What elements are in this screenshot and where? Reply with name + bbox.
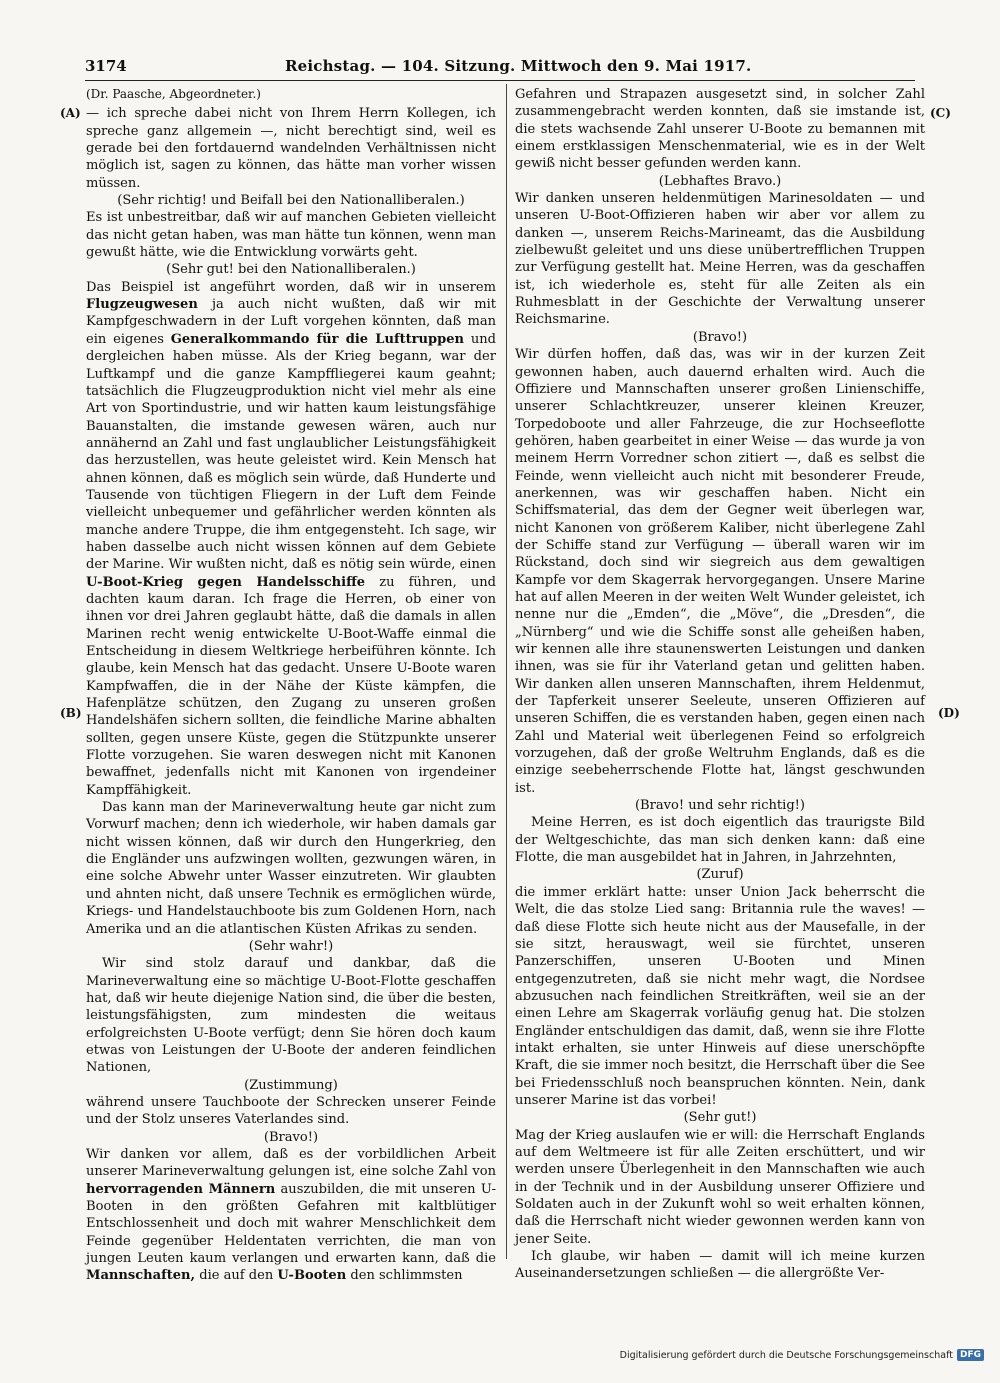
emphasis: U-Boot-Krieg gegen Handelsschiffe bbox=[86, 574, 366, 590]
emphasis: U-Booten bbox=[277, 1268, 347, 1284]
header-rule bbox=[85, 80, 915, 81]
margin-marker-c: (C) bbox=[930, 106, 951, 120]
paragraph: die immer erklärt hatte: unser Union Jack beherrscht die Welt, die das stolze Lied sang: Britannia rule the waves! — daß diese Flotte sich heute nicht aus der Mausefalle, in der sie sitzt, herauswagt, weil sie fürchtet, unseren Panzerschiffen, unseren U-Booten und Minen entgegenzutreten, daß sie nicht mehr wagt, die Nordsee abzusuchen nach feindlichen Streitkräften, weil sie an der einen Lehre am Skagerrak vorläufig genug hat. Die stolzen Engländer entschuldigen das damit, daß, wenn sie ihre Flotte intakt erhalten, sie unter Hinweis auf diese unerschöpfte Kraft, die sie immer noch besitzt, die Herrschaft über die See bei Friedensschluß noch beanspruchen könnten. Nein, dank unserer Marine ist das vorbei! bbox=[515, 884, 925, 1108]
paragraph: Ich glaube, wir haben — damit will ich meine kurzen Auseinandersetzungen schließen — die allergrößte Ver- bbox=[515, 1249, 925, 1282]
interjection: (Zustimmung) bbox=[244, 1077, 338, 1093]
paragraph: Gefahren und Strapazen ausgesetzt sind, in solcher Zahl zusammengebracht werden konnten, daß sie imstande ist, die stets wachsende Zahl unserer U-Boote zu bemannen mit einem erstklassigen Menschenmaterial, wie es in der Welt gewiß nicht besser gefunden werden kann. bbox=[515, 87, 925, 172]
paragraph: Das Beispiel ist angeführt worden, daß wir in unserem Flugzeugwesen ja auch nicht wußten, daß wir mit Kampfgeschwadern in der Luft vorgehen könnten, daß man ein eigenes Generalkommando für die Lufttruppen und dergleichen haben müsse. Als der Krieg begann, war der Luftkampf und die ganze Kampffliegerei kaum geahnt; tatsächlich die Flugzeugproduktion nicht viel mehr als eine Art von Sportindustrie, und wir hatten kaum leistungsfähige Bauanstalten, die imstande gewesen wären, auch nur annähernd an Zahl und fast unglaublicher Leistungsfähigkeit das herzustellen, was heute geleistet wird. Kein Mensch hat ahnen können, daß es möglich sein würde, daß Hunderte und Tausende von tüchtigen Fliegern in der Luft dem Feinde vielleicht unbequemer und gefährlicher werden könnten als manche andere Truppe, die ihm entgegensteht. Ich sage, wir haben dasselbe auch nicht wissen können auf dem Gebiete der Marine. Wir wußten nicht, daß es nötig sein würde, einen U-Boot-Krieg gegen Handelsschiffe zu führen, und dachten kaum daran. Ich frage die Herren, ob einer von ihnen vor drei Jahren geglaubt hätte, daß die damals in allen Marinen recht wenig entwickelte U-Boot-Waffe einmal die Entscheidung in diesem Weltkriege herbeiführen könnte. Ich glaube, kein Mensch hat das gedacht. Unsere U-Boote waren Kampfwaffen, die in der Nähe der Küste kämpfen, die Hafenplätze schützen, den Zugang zu unseren großen Handelshäfen sichern sollten, die feindliche Marine abhalten sollten, gegen unsere Küste, gegen die Stützpunkte unserer Flotte vorzugehen. Sie waren deswegen nicht mit Kanonen bewaffnet, jedenfalls nicht mit Kanonen von irgendeiner Kampffähigkeit. bbox=[86, 279, 496, 798]
paragraph: Mag der Krieg auslaufen wie er will: die Herrschaft Englands auf dem Weltmeere ist für alle Zeiten erschüttert, und wir werden unsere Überlegenheit in den Mannschaften wie auch in der Technik und in der Ausbildung unserer Offiziere und Soldaten auch in der Zukunft wohl so weit erhalten können, daß die Herrschaft nicht wieder gewonnen werden kann von jener Seite. bbox=[515, 1127, 925, 1247]
running-title: Reichstag. — 104. Sitzung. Mittwoch den 9. Mai 1917. bbox=[285, 57, 752, 75]
emphasis: hervorragenden Männern bbox=[86, 1181, 276, 1197]
paragraph: Es ist unbestreitbar, daß wir auf manchen Gebieten vielleicht das nicht getan haben, was man hätte tun können, wenn man gewußt hätte, wie die Entwicklung vorwärts geht. bbox=[86, 210, 496, 261]
paragraph: während unsere Tauchboote der Schrecken unserer Feinde und der Stolz unseres Vaterlandes sind. bbox=[86, 1094, 496, 1128]
interjection: (Bravo! und sehr richtig!) bbox=[634, 798, 806, 814]
paragraph: Wir danken vor allem, daß es der vorbildlichen Arbeit unserer Marineverwaltung gelungen ist, eine solche Zahl von hervorragenden Männern auszubilden, die mit unseren U-Booten in den größten Gefahren mit kaltblütiger Entschlossenheit und doch mit wahrer Menschlichkeit dem Feinde gegenüber Heldentaten verrichten, die man von jungen Leuten kaum verlangen und erwarten kann, daß die Mannschaften, die auf den U-Booten den schlimmsten bbox=[86, 1146, 496, 1284]
page-header bbox=[85, 55, 915, 79]
interjection: (Sehr wahr!) bbox=[248, 938, 334, 954]
margin-marker-b: (B) bbox=[60, 706, 82, 720]
interjection: (Sehr gut!) bbox=[683, 1110, 757, 1126]
right-column bbox=[515, 86, 925, 1283]
emphasis: Mannschaften, bbox=[86, 1268, 196, 1284]
interjection: (Sehr richtig! und Beifall bei den Nationalliberalen.) bbox=[117, 193, 465, 209]
paragraph: — ich spreche dabei nicht von Ihrem Herrn Kollegen, ich spreche ganz allgemein —, nicht berechtigt sind, weil es gerade bei den fortdauernd wandelnden Verhältnissen nicht möglich ist, sagen zu können, das hätte man vorher wissen müssen. bbox=[86, 106, 496, 191]
paragraph: Das kann man der Marineverwaltung heute gar nicht zum Vorwurf machen; denn ich wiederhole, wir haben damals gar nicht wissen können, daß wir durch den Hungerkrieg, den die Engländer uns aufzwingen wollten, gezwungen wären, in eine solche Abwehr unter Wasser einzutreten. Wir glaubten und ahnten nicht, daß unsere Technik es ermöglichen würde, Kriegs- und Handelstauchboote bis zum Goldenen Horn, nach Amerika und an die atlantischen Küsten Afrikas zu senden. bbox=[86, 800, 497, 937]
dfg-logo-icon: DFG bbox=[957, 1349, 984, 1361]
paragraph: Wir danken unseren heldenmütigen Marinesoldaten — und unseren U-Boot-Offizieren haben wir aber vor allem zu danken —, unserem Reichs-Marineamt, das die Ausbildung zielbewußt geleitet und uns diese unübertrefflichen Truppen zur Verfügung gestellt hat. Meine Herren, was da geschaffen ist, ich wiederhole es, steht für alle Zeiten als ein Ruhmesblatt in der Geschichte der Verwaltung unserer Reichsmarine. bbox=[515, 191, 925, 328]
paragraph: Wir sind stolz darauf und dankbar, daß die Marineverwaltung eine so mächtige U-Boot-Flotte geschaffen hat, daß wir heute diejenige Nation sind, die über die besten, leistungsfähigsten, zum mindesten die weitaus erfolgreichsten U-Boote verfügt; denn Sie hören doch kaum etwas von Leistungen der U-Boote der anderen feindlichen Nationen, bbox=[86, 956, 496, 1076]
margin-marker-a: (A) bbox=[60, 106, 81, 120]
interjection: (Lebhaftes Bravo.) bbox=[658, 173, 782, 189]
footer-text: Digitalisierung gefördert durch die Deutsche Forschungsgemeinschaft bbox=[619, 1349, 953, 1361]
digitization-footer bbox=[620, 1349, 984, 1361]
paragraph: Wir dürfen hoffen, daß das, was wir in der kurzen Zeit gewonnen haben, auch dauernd erhalten wird. Auch die Offiziere und Mannschaften unserer großen Linienschiffe, unserer Schlachtkreuzer, unserer kleinen Kreuzer, Torpedoboote und aller Fahrzeuge, die zur Hochseeflotte gehören, haben gearbeitet in einer Weise — das wurde ja von meinem Herrn Vorredner schon zitiert —, daß es selbst die Feinde, wenn vielleicht auch nicht mit besonderer Freude, anerkennen, was wir geschaffen haben. Nicht ein Schiffsmaterial, das dem der Gegner weit überlegen war, nicht Kanonen von größerem Kaliber, nicht überlegene Zahl der Schiffe stand zur Verfügung — überall waren wir im Rückstand, doch sind wir siegreich aus dem gewaltigen Kampfe vor dem Skagerrak hervorgegangen. Unsere Marine hat auf allen Meeren in der weiten Welt Wunder geleistet, ich nenne nur die „Emden“, die „Möve“, die „Dresden“, die „Nürnberg“ und wie die Schiffe sonst alle geheißen haben, wir kennen alle ihre staunenswerten Leistungen und danken ihnen, was sie für ihr Vaterland getan und gelitten haben. Wir danken allen unseren Mannschaften, ihrem Heldenmut, der Tapferkeit unserer Seeleute, unseren Offizieren auf unseren Schiffen, die es verstanden haben, gegen einen nach Zahl und Material weit überlegenen Feind so erfolgreich vorzugehen, daß der große Weltruhm Englands, daß es die einzige seebeherrschende Flotte hat, längst geschwunden ist. bbox=[515, 347, 925, 796]
emphasis: Flugzeugwesen bbox=[86, 297, 198, 313]
paragraph: Meine Herren, es ist doch eigentlich das traurigste Bild der Weltgeschichte, das man sich denken kann: daß eine Flotte, die man ausgebildet hat in Jahren, in Jahrzehnten, bbox=[515, 815, 925, 866]
interjection: (Bravo!) bbox=[692, 329, 748, 345]
emphasis: Generalkommando für die Lufttruppen bbox=[170, 331, 465, 347]
column-divider bbox=[506, 84, 507, 1259]
interjection: (Zuruf) bbox=[696, 867, 744, 883]
margin-marker-d: (D) bbox=[938, 706, 960, 720]
speaker-label: (Dr. Paasche, Abgeordneter.) bbox=[86, 87, 261, 101]
page-number: 3174 bbox=[85, 57, 127, 75]
interjection: (Sehr gut! bei den Nationalliberalen.) bbox=[166, 262, 416, 278]
left-column bbox=[86, 86, 496, 1285]
interjection: (Bravo!) bbox=[263, 1129, 319, 1145]
